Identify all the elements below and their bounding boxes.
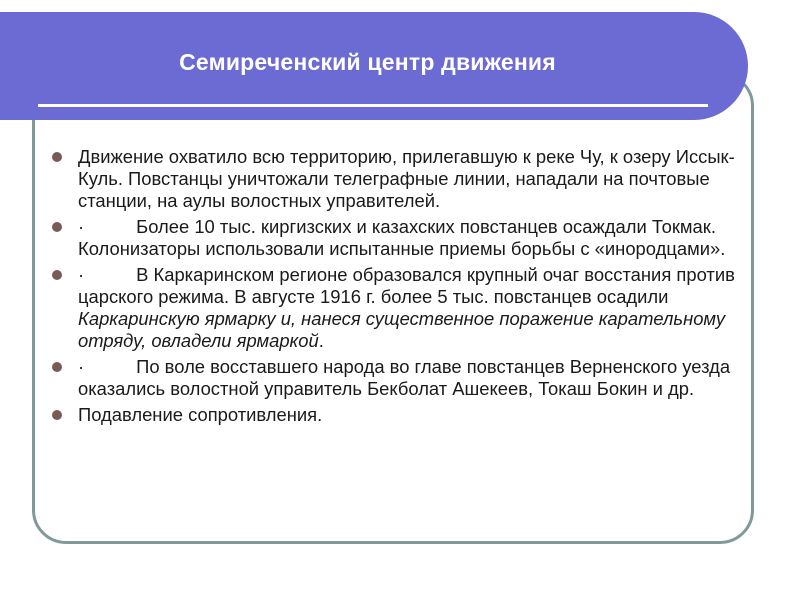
bullet-item [50, 264, 752, 352]
bullet-item [50, 404, 752, 426]
bullet-lead-dot: · [78, 356, 85, 377]
bullet-dot-icon [52, 222, 62, 232]
bullet-text: Движение охватило всю территорию, прилегавшую к реке Чу, к озеру Иссык-Куль. Повстанцы уничтожали телеграфные линии, нападали на почтовые станции, на аулы волостных управителей. [78, 146, 735, 211]
bullet-list [50, 146, 752, 430]
bullet-lead-dot: · [78, 264, 85, 285]
bullet-item [50, 146, 752, 212]
bullet-item [50, 216, 752, 260]
bullet-text-italic: Каркаринскую ярмарку и, нанеся существенное поражение карательному отряду, овладели ярмаркой [78, 308, 726, 351]
slide-title: Семиреченский центр движения [179, 48, 556, 75]
bullet-dot-icon [52, 362, 62, 372]
bullet-text: В Каркаринском регионе образовался крупный очаг восстания против царского режима. В августе 1916 г. более 5 тыс. повстанцев осадили [78, 264, 735, 307]
bullet-dot-icon [52, 270, 62, 280]
bullet-lead-dot: · [78, 216, 85, 237]
bullet-text: Более 10 тыс. киргизских и казахских повстанцев осаждали Токмак. Колонизаторы использовали испытанные приемы борьбы с «инородцами». [78, 216, 726, 259]
bullet-item [50, 356, 752, 400]
bullet-text-end: . [318, 330, 324, 351]
bullet-dot-icon [52, 152, 62, 162]
bullet-text: По воле восставшего народа во главе повстанцев Верненского уезда оказались волостной управитель Бекболат Ашекеев, Токаш Бокин и др. [78, 356, 731, 399]
title-underline [38, 104, 708, 107]
bullet-text: Подавление сопротивления. [78, 404, 323, 425]
bullet-dot-icon [52, 410, 62, 420]
